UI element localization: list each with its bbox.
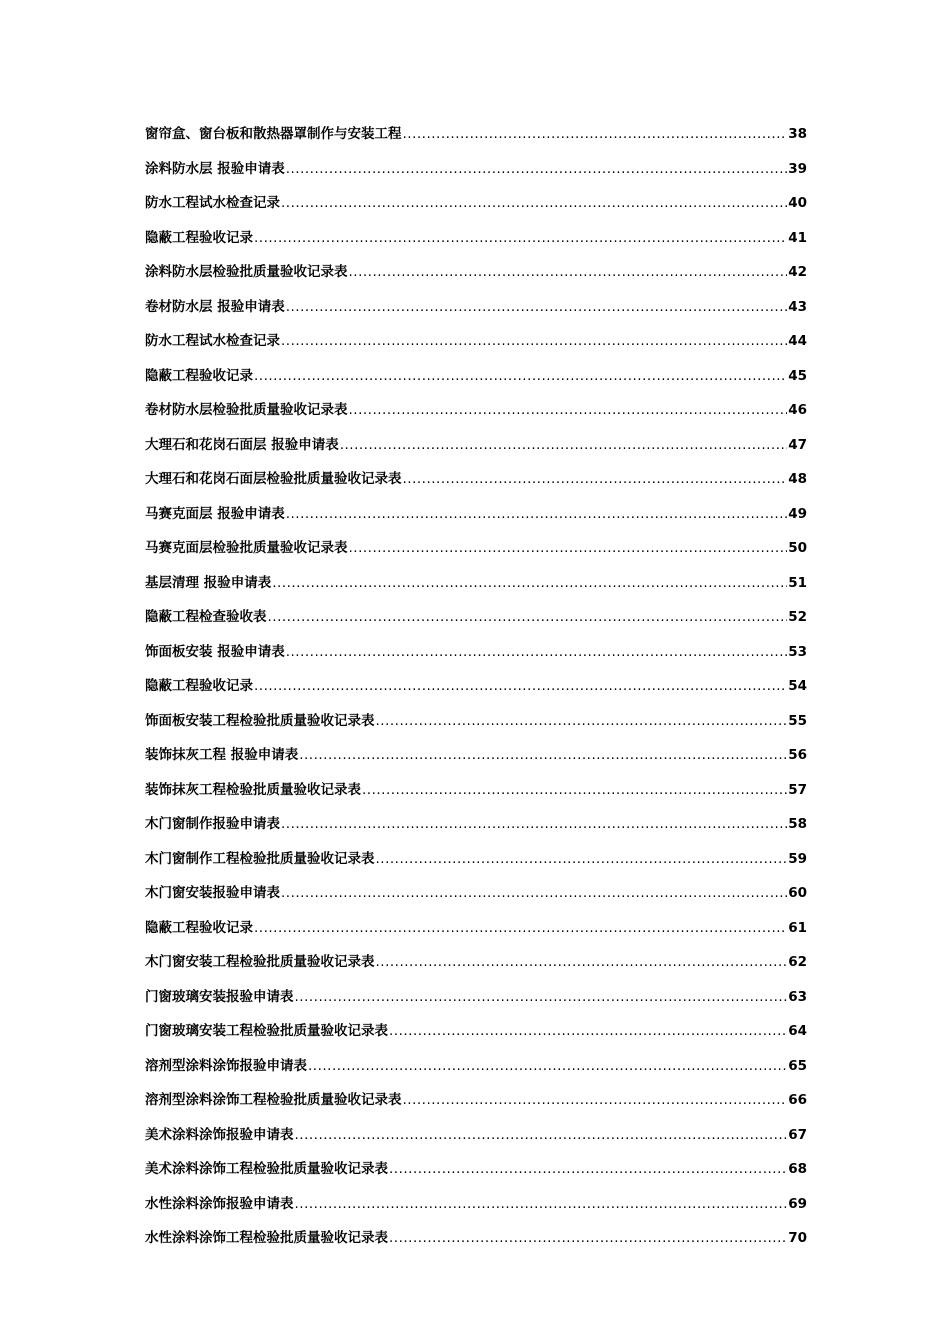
toc-entry-title: 大理石和花岗石面层 报验申请表 — [145, 436, 339, 453]
toc-dot-leader — [268, 600, 788, 635]
toc-entry-title: 隐蔽工程验收记录 — [145, 229, 253, 246]
toc-page-number: 63 — [788, 988, 807, 1005]
toc-dot-leader — [403, 1083, 788, 1118]
toc-entry[interactable] — [145, 152, 807, 187]
toc-entry-title: 水性涂料涂饰报验申请表 — [145, 1195, 294, 1212]
toc-dot-leader — [254, 669, 787, 704]
toc-entry[interactable] — [145, 669, 807, 704]
toc-page-number: 68 — [788, 1161, 807, 1177]
toc-dot-leader — [376, 704, 788, 739]
toc-page-number: 58 — [788, 816, 807, 832]
toc-page-number: 54 — [788, 678, 807, 694]
toc-entry[interactable] — [145, 186, 807, 221]
toc-entry[interactable] — [145, 117, 807, 152]
toc-page-number: 45 — [788, 367, 807, 384]
toc-entry-title: 溶剂型涂料涂饰报验申请表 — [145, 1057, 307, 1074]
toc-page-number: 60 — [788, 885, 807, 901]
toc-page-number: 49 — [788, 505, 807, 522]
toc-dot-leader — [340, 428, 788, 463]
toc-dot-leader — [281, 807, 787, 842]
toc-page-number: 52 — [788, 609, 807, 625]
toc-page-number: 41 — [788, 229, 807, 246]
toc-entry-title: 防水工程试水检查记录 — [145, 195, 280, 211]
toc-dot-leader — [286, 497, 788, 532]
toc-entry-title: 木门窗制作工程检验批质量验收记录表 — [145, 850, 375, 867]
toc-dot-leader — [403, 117, 788, 152]
toc-entry-title: 马赛克面层检验批质量验收记录表 — [145, 540, 348, 556]
toc-dot-leader — [286, 635, 788, 670]
toc-entry[interactable] — [145, 738, 807, 773]
toc-entry[interactable] — [145, 945, 807, 980]
toc-entry[interactable] — [145, 704, 807, 739]
toc-dot-leader — [254, 911, 787, 946]
toc-entry-title: 隐蔽工程验收记录 — [145, 367, 253, 384]
toc-entry[interactable] — [145, 531, 807, 566]
toc-page-number: 70 — [788, 1230, 807, 1246]
toc-dot-leader — [389, 1221, 787, 1256]
toc-entry-title: 涂料防水层检验批质量验收记录表 — [145, 264, 348, 280]
toc-page-number: 50 — [788, 540, 807, 556]
toc-page-number: 62 — [788, 954, 807, 970]
toc-entry[interactable] — [145, 1221, 807, 1256]
toc-entry[interactable] — [145, 497, 807, 532]
toc-dot-leader — [272, 566, 787, 601]
toc-entry-title: 门窗玻璃安装工程检验批质量验收记录表 — [145, 1023, 388, 1039]
toc-page-number: 55 — [788, 712, 807, 729]
toc-page-number: 39 — [788, 160, 807, 177]
toc-dot-leader — [299, 738, 787, 773]
toc-dot-leader — [281, 324, 787, 359]
toc-entry[interactable] — [145, 255, 807, 290]
toc-page-number: 40 — [788, 195, 807, 211]
toc-dot-leader — [403, 462, 788, 497]
toc-dot-leader — [349, 393, 788, 428]
toc-dot-leader — [362, 773, 787, 808]
toc-page-number: 42 — [788, 264, 807, 280]
toc-entry-title: 门窗玻璃安装报验申请表 — [145, 988, 294, 1005]
toc-dot-leader — [308, 1049, 787, 1084]
toc-entry-title: 涂料防水层 报验申请表 — [145, 160, 285, 177]
toc-entry[interactable] — [145, 359, 807, 394]
toc-entry-title: 大理石和花岗石面层检验批质量验收记录表 — [145, 471, 402, 487]
toc-entry[interactable] — [145, 428, 807, 463]
toc-entry[interactable] — [145, 600, 807, 635]
toc-page-number: 59 — [788, 850, 807, 867]
toc-page-number: 56 — [788, 747, 807, 763]
toc-entry-title: 卷材防水层 报验申请表 — [145, 298, 285, 315]
toc-page-number: 51 — [788, 574, 807, 591]
toc-entry-title: 窗帘盒、窗台板和散热器罩制作与安装工程 — [145, 126, 402, 142]
toc-entry-title: 隐蔽工程验收记录 — [145, 678, 253, 694]
toc-page-number: 47 — [788, 436, 807, 453]
toc-entry[interactable] — [145, 1187, 807, 1222]
toc-dot-leader — [281, 876, 787, 911]
toc-entry-title: 饰面板安装工程检验批质量验收记录表 — [145, 712, 375, 729]
toc-entry-title: 木门窗制作报验申请表 — [145, 816, 280, 832]
toc-page-number: 57 — [788, 781, 807, 798]
toc-entry[interactable] — [145, 462, 807, 497]
toc-entry-title: 装饰抹灰工程检验批质量验收记录表 — [145, 781, 361, 798]
toc-entry-title: 饰面板安装 报验申请表 — [145, 643, 285, 660]
toc-entry-title: 木门窗安装报验申请表 — [145, 885, 280, 901]
toc-entry[interactable] — [145, 980, 807, 1015]
toc-entry[interactable] — [145, 290, 807, 325]
toc-page-number: 61 — [788, 919, 807, 936]
toc-page-number: 69 — [788, 1195, 807, 1212]
toc-dot-leader — [349, 255, 788, 290]
toc-entry-title: 装饰抹灰工程 报验申请表 — [145, 747, 299, 763]
toc-entry[interactable] — [145, 807, 807, 842]
toc-entry[interactable] — [145, 221, 807, 256]
toc-dot-leader — [295, 1118, 788, 1153]
toc-entry-title: 隐蔽工程检查验收表 — [145, 609, 267, 625]
toc-dot-leader — [295, 1187, 788, 1222]
toc-entry-title: 隐蔽工程验收记录 — [145, 919, 253, 936]
toc-entry[interactable] — [145, 1014, 807, 1049]
toc-entry[interactable] — [145, 1049, 807, 1084]
toc-page-number: 43 — [788, 298, 807, 315]
toc-entry-title: 基层清理 报验申请表 — [145, 574, 272, 591]
toc-entry[interactable] — [145, 1118, 807, 1153]
toc-entry-title: 美术涂料涂饰报验申请表 — [145, 1126, 294, 1143]
toc-entry-title: 马赛克面层 报验申请表 — [145, 505, 285, 522]
table-of-contents — [145, 117, 807, 1256]
toc-page-number: 53 — [788, 643, 807, 660]
toc-page-number: 48 — [788, 471, 807, 487]
toc-page-number: 65 — [788, 1057, 807, 1074]
toc-entry[interactable] — [145, 393, 807, 428]
toc-dot-leader — [389, 1014, 787, 1049]
toc-entry[interactable] — [145, 566, 807, 601]
toc-page-number: 44 — [788, 333, 807, 349]
toc-entry[interactable] — [145, 1152, 807, 1187]
toc-dot-leader — [286, 152, 788, 187]
toc-page-number: 46 — [788, 402, 807, 418]
toc-dot-leader — [349, 531, 788, 566]
toc-entry-title: 溶剂型涂料涂饰工程检验批质量验收记录表 — [145, 1092, 402, 1108]
toc-entry[interactable] — [145, 876, 807, 911]
toc-dot-leader — [295, 980, 788, 1015]
toc-entry-title: 卷材防水层检验批质量验收记录表 — [145, 402, 348, 418]
toc-entry-title: 美术涂料涂饰工程检验批质量验收记录表 — [145, 1161, 388, 1177]
toc-dot-leader — [286, 290, 788, 325]
toc-page-number: 38 — [788, 126, 807, 142]
toc-dot-leader — [281, 186, 787, 221]
toc-entry-title: 水性涂料涂饰工程检验批质量验收记录表 — [145, 1230, 388, 1246]
toc-entry-title: 木门窗安装工程检验批质量验收记录表 — [145, 954, 375, 970]
toc-dot-leader — [389, 1152, 787, 1187]
toc-page-number: 67 — [788, 1126, 807, 1143]
toc-page-number: 64 — [788, 1023, 807, 1039]
toc-dot-leader — [376, 945, 788, 980]
toc-entry[interactable] — [145, 842, 807, 877]
toc-entry[interactable] — [145, 324, 807, 359]
toc-dot-leader — [254, 221, 787, 256]
toc-entry[interactable] — [145, 773, 807, 808]
toc-dot-leader — [254, 359, 787, 394]
toc-entry[interactable] — [145, 635, 807, 670]
toc-entry[interactable] — [145, 1083, 807, 1118]
toc-entry[interactable] — [145, 911, 807, 946]
toc-dot-leader — [376, 842, 788, 877]
toc-page-number: 66 — [788, 1092, 807, 1108]
toc-entry-title: 防水工程试水检查记录 — [145, 333, 280, 349]
